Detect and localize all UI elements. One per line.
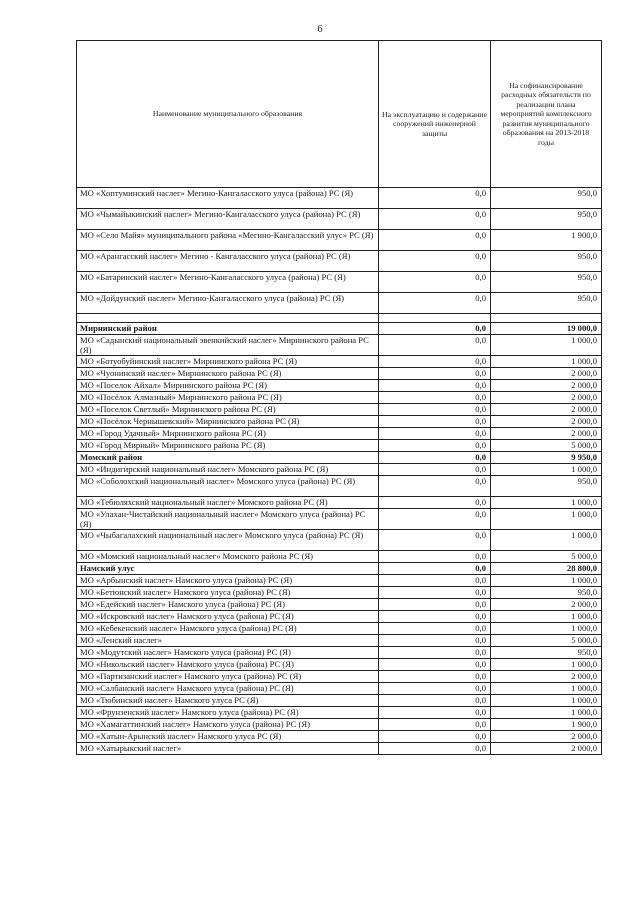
operations-value-cell: 0,0	[379, 530, 491, 551]
municipality-name-cell: МО «Салбанский наслег» Намского улуса (района) РС (Я)	[77, 683, 379, 695]
municipality-name-cell: МО «Село Майя» муниципального района «Мегино-Кангаласский улус» РС (Я)	[77, 230, 379, 251]
cofinancing-value-cell: 1 000,0	[491, 464, 602, 476]
operations-value-cell: 0,0	[379, 575, 491, 587]
operations-value-cell: 0,0	[379, 551, 491, 563]
table-row	[77, 293, 602, 314]
table-row	[77, 587, 602, 599]
cofinancing-value-cell: 1 000,0	[491, 497, 602, 509]
municipality-name-cell: МО «Поселок Айхал» Мирнинского района РС (Я)	[77, 380, 379, 392]
cofinancing-value-cell: 950,0	[491, 587, 602, 599]
operations-value-cell: 0,0	[379, 272, 491, 293]
municipality-name-cell: МО «Чымайыкинский наслег» Мегино-Кангаласского улуса (района) РС (Я)	[77, 209, 379, 230]
cofinancing-value-cell: 2 000,0	[491, 380, 602, 392]
budget-table	[76, 40, 602, 755]
cofinancing-value-cell: 2 000,0	[491, 416, 602, 428]
municipality-name-cell: МО «Тебюляхский национальный наслег» Момского района РС (Я)	[77, 497, 379, 509]
operations-value-cell: 0,0	[379, 368, 491, 380]
table-row	[77, 356, 602, 368]
municipality-name-cell: МО «Поселок Светлый» Мирнинского района РС (Я)	[77, 404, 379, 416]
table-row	[77, 695, 602, 707]
table-row	[77, 380, 602, 392]
municipality-name-cell: МО «Арангасский наслег» Мегино - Кангаласского улуса (района) РС (Я)	[77, 251, 379, 272]
table-row	[77, 743, 602, 755]
table-row	[77, 635, 602, 647]
municipality-name-cell: МО «Кебекенский наслег» Намского улуса (района) РС (Я)	[77, 623, 379, 635]
cofinancing-value-cell: 950,0	[491, 251, 602, 272]
cofinancing-value-cell: 5 000,0	[491, 635, 602, 647]
table-row	[77, 551, 602, 563]
municipality-name-cell: МО «Искровский наслег» Намского улуса (района) РС (Я)	[77, 611, 379, 623]
municipality-name-cell: МО «Город Мирный» Мирнинского района РС (Я)	[77, 440, 379, 452]
spacer-cell	[77, 314, 379, 323]
operations-value-cell: 0,0	[379, 635, 491, 647]
municipality-name-cell: МО «Модутский наслег» Намского улуса (района) РС (Я)	[77, 647, 379, 659]
cofinancing-value-cell: 2 000,0	[491, 671, 602, 683]
operations-value-cell: 0,0	[379, 647, 491, 659]
municipality-name-cell: МО «Садынский национальный эвенкийский наслег» Мирнинского района РС (Я)	[77, 335, 379, 356]
cofinancing-value-cell: 950,0	[491, 272, 602, 293]
district-total-row	[77, 563, 602, 575]
table-row	[77, 335, 602, 356]
municipality-name-cell: Момский район	[77, 452, 379, 464]
operations-value-cell: 0,0	[379, 497, 491, 509]
cofinancing-value-cell: 1 000,0	[491, 695, 602, 707]
cofinancing-value-cell: 19 000,0	[491, 323, 602, 335]
cofinancing-value-cell: 1 000,0	[491, 611, 602, 623]
cofinancing-value-cell: 1 000,0	[491, 509, 602, 530]
cofinancing-value-cell: 2 000,0	[491, 392, 602, 404]
operations-value-cell: 0,0	[379, 671, 491, 683]
cofinancing-value-cell: 2 000,0	[491, 428, 602, 440]
cofinancing-value-cell: 2 000,0	[491, 368, 602, 380]
municipality-name-cell: МО «Индигирский национальный наслег» Момского района РС (Я)	[77, 464, 379, 476]
operations-value-cell: 0,0	[379, 464, 491, 476]
municipality-name-cell: МО «Фрунзенский наслег» Намского улуса (района) РС (Я)	[77, 707, 379, 719]
cofinancing-value-cell: 28 800,0	[491, 563, 602, 575]
cofinancing-value-cell: 1 000,0	[491, 575, 602, 587]
table-row	[77, 497, 602, 509]
table-row	[77, 440, 602, 452]
municipality-name-cell: МО «Бетюнский наслег» Намского улуса (района) РС (Я)	[77, 587, 379, 599]
cofinancing-value-cell: 1 000,0	[491, 623, 602, 635]
table-row	[77, 671, 602, 683]
table-row	[77, 209, 602, 230]
operations-value-cell: 0,0	[379, 509, 491, 530]
operations-value-cell: 0,0	[379, 563, 491, 575]
table-row	[77, 623, 602, 635]
cofinancing-value-cell: 5 000,0	[491, 440, 602, 452]
municipality-name-cell: МО «Соболохский национальный наслег» Момского улуса (района) РС (Я)	[77, 476, 379, 497]
operations-value-cell: 0,0	[379, 428, 491, 440]
table-row	[77, 731, 602, 743]
table-row	[77, 575, 602, 587]
table-row	[77, 647, 602, 659]
operations-value-cell: 0,0	[379, 719, 491, 731]
table-row	[77, 719, 602, 731]
municipality-name-cell: МО «Едейский наслег» Намского улуса (района) РС (Я)	[77, 599, 379, 611]
operations-value-cell: 0,0	[379, 623, 491, 635]
operations-value-cell: 0,0	[379, 416, 491, 428]
municipality-name-cell: МО «Город Удачный» Мирнинского района РС (Я)	[77, 428, 379, 440]
cofinancing-value-cell: 950,0	[491, 647, 602, 659]
cofinancing-value-cell: 9 950,0	[491, 452, 602, 464]
operations-value-cell: 0,0	[379, 731, 491, 743]
municipality-name-cell: МО «Посёлок Алмазный» Мирнинского района РС (Я)	[77, 392, 379, 404]
header-cofinancing: На софинансирование расходных обязательств по реализации плана мероприятий комплексного развития муниципального образования на 2013-2018 годы	[491, 41, 602, 188]
municipality-name-cell: Намский улус	[77, 563, 379, 575]
operations-value-cell: 0,0	[379, 335, 491, 356]
page-number: 6	[317, 24, 323, 35]
cofinancing-value-cell: 950,0	[491, 293, 602, 314]
municipality-name-cell: МО «Момский национальный наслег» Момского района РС (Я)	[77, 551, 379, 563]
cofinancing-value-cell: 950,0	[491, 188, 602, 209]
cofinancing-value-cell: 1 000,0	[491, 335, 602, 356]
district-total-row	[77, 323, 602, 335]
cofinancing-value-cell: 950,0	[491, 209, 602, 230]
operations-value-cell: 0,0	[379, 683, 491, 695]
municipality-name-cell: МО «Хатын-Арынский наслег» Намского улуса РС (Я)	[77, 731, 379, 743]
table-row	[77, 707, 602, 719]
table-row	[77, 428, 602, 440]
municipality-name-cell: Мирнинский район	[77, 323, 379, 335]
operations-value-cell: 0,0	[379, 230, 491, 251]
table-row	[77, 464, 602, 476]
district-total-row	[77, 452, 602, 464]
operations-value-cell: 0,0	[379, 323, 491, 335]
municipality-name-cell: МО «Арбынский наслег» Намского улуса (района) РС (Я)	[77, 575, 379, 587]
table-row	[77, 509, 602, 530]
table-row	[77, 368, 602, 380]
cofinancing-value-cell: 5 000,0	[491, 551, 602, 563]
operations-value-cell: 0,0	[379, 695, 491, 707]
operations-value-cell: 0,0	[379, 356, 491, 368]
operations-value-cell: 0,0	[379, 452, 491, 464]
cofinancing-value-cell: 2 000,0	[491, 743, 602, 755]
municipality-name-cell: МО «Чыбагалахский национальный наслег» Момского улуса (района) РС (Я)	[77, 530, 379, 551]
operations-value-cell: 0,0	[379, 476, 491, 497]
operations-value-cell: 0,0	[379, 209, 491, 230]
table-row	[77, 611, 602, 623]
operations-value-cell: 0,0	[379, 188, 491, 209]
header-municipality-name: Наименование муниципального образования	[77, 41, 379, 188]
municipality-name-cell: МО «Чуонинский наслег» Мирнинского района РС (Я)	[77, 368, 379, 380]
operations-value-cell: 0,0	[379, 587, 491, 599]
header-operations: На эксплуатацию и содержание сооружений инженерной защиты	[379, 41, 491, 188]
operations-value-cell: 0,0	[379, 440, 491, 452]
municipality-name-cell: МО «Батаринский наслег» Мегино-Кангаласского улуса (района) РС (Я)	[77, 272, 379, 293]
spacer-cell	[379, 314, 491, 323]
table-row	[77, 599, 602, 611]
table-row	[77, 230, 602, 251]
cofinancing-value-cell: 950,0	[491, 476, 602, 497]
municipality-name-cell: МО «Тюбинский наслег» Намского улуса РС (Я)	[77, 695, 379, 707]
municipality-name-cell: МО «Никольский наслег» Намского улуса (района) РС (Я)	[77, 659, 379, 671]
municipality-name-cell: МО «Хоптуминский наслег» Мегино-Кангаласского улуса (района) РС (Я)	[77, 188, 379, 209]
operations-value-cell: 0,0	[379, 611, 491, 623]
municipality-name-cell: МО «Посёлок Чернышевский» Мирнинского района РС (Я)	[77, 416, 379, 428]
table-row	[77, 272, 602, 293]
table-body	[77, 188, 602, 755]
table-row	[77, 392, 602, 404]
cofinancing-value-cell: 2 000,0	[491, 599, 602, 611]
municipality-name-cell: МО «Дойдунский наслег» Мегино-Кангаласского улуса (района) РС (Я)	[77, 293, 379, 314]
cofinancing-value-cell: 1 000,0	[491, 683, 602, 695]
cofinancing-value-cell: 1 000,0	[491, 356, 602, 368]
table-row	[77, 476, 602, 497]
table-row	[77, 251, 602, 272]
municipality-name-cell: МО «Ботуобуйинский наслег» Мирнинского района РС (Я)	[77, 356, 379, 368]
table-row	[77, 683, 602, 695]
table-row	[77, 416, 602, 428]
table-row	[77, 659, 602, 671]
operations-value-cell: 0,0	[379, 404, 491, 416]
operations-value-cell: 0,0	[379, 251, 491, 272]
spacer-cell	[491, 314, 602, 323]
cofinancing-value-cell: 1 000,0	[491, 707, 602, 719]
operations-value-cell: 0,0	[379, 599, 491, 611]
cofinancing-value-cell: 1 000,0	[491, 659, 602, 671]
municipality-name-cell: МО «Улахан-Чистайский национальный наслег» Момского улуса (района) РС (Я)	[77, 509, 379, 530]
operations-value-cell: 0,0	[379, 743, 491, 755]
operations-value-cell: 0,0	[379, 380, 491, 392]
municipality-name-cell: МО «Ленский наслег»	[77, 635, 379, 647]
table-row	[77, 530, 602, 551]
operations-value-cell: 0,0	[379, 707, 491, 719]
cofinancing-value-cell: 2 000,0	[491, 731, 602, 743]
operations-value-cell: 0,0	[379, 659, 491, 671]
cofinancing-value-cell: 1 900,0	[491, 719, 602, 731]
municipality-name-cell: МО «Хатырыкский наслег»	[77, 743, 379, 755]
table-header-row	[77, 41, 602, 188]
municipality-name-cell: МО «Партизанский наслег» Намского улуса (района) РС (Я)	[77, 671, 379, 683]
cofinancing-value-cell: 1 000,0	[491, 530, 602, 551]
cofinancing-value-cell: 2 000,0	[491, 404, 602, 416]
table-row	[77, 188, 602, 209]
spacer-row	[77, 314, 602, 323]
table-row	[77, 404, 602, 416]
operations-value-cell: 0,0	[379, 392, 491, 404]
operations-value-cell: 0,0	[379, 293, 491, 314]
cofinancing-value-cell: 1 900,0	[491, 230, 602, 251]
municipality-name-cell: МО «Хамагаттинский наслег» Намского улуса (района) РС (Я)	[77, 719, 379, 731]
